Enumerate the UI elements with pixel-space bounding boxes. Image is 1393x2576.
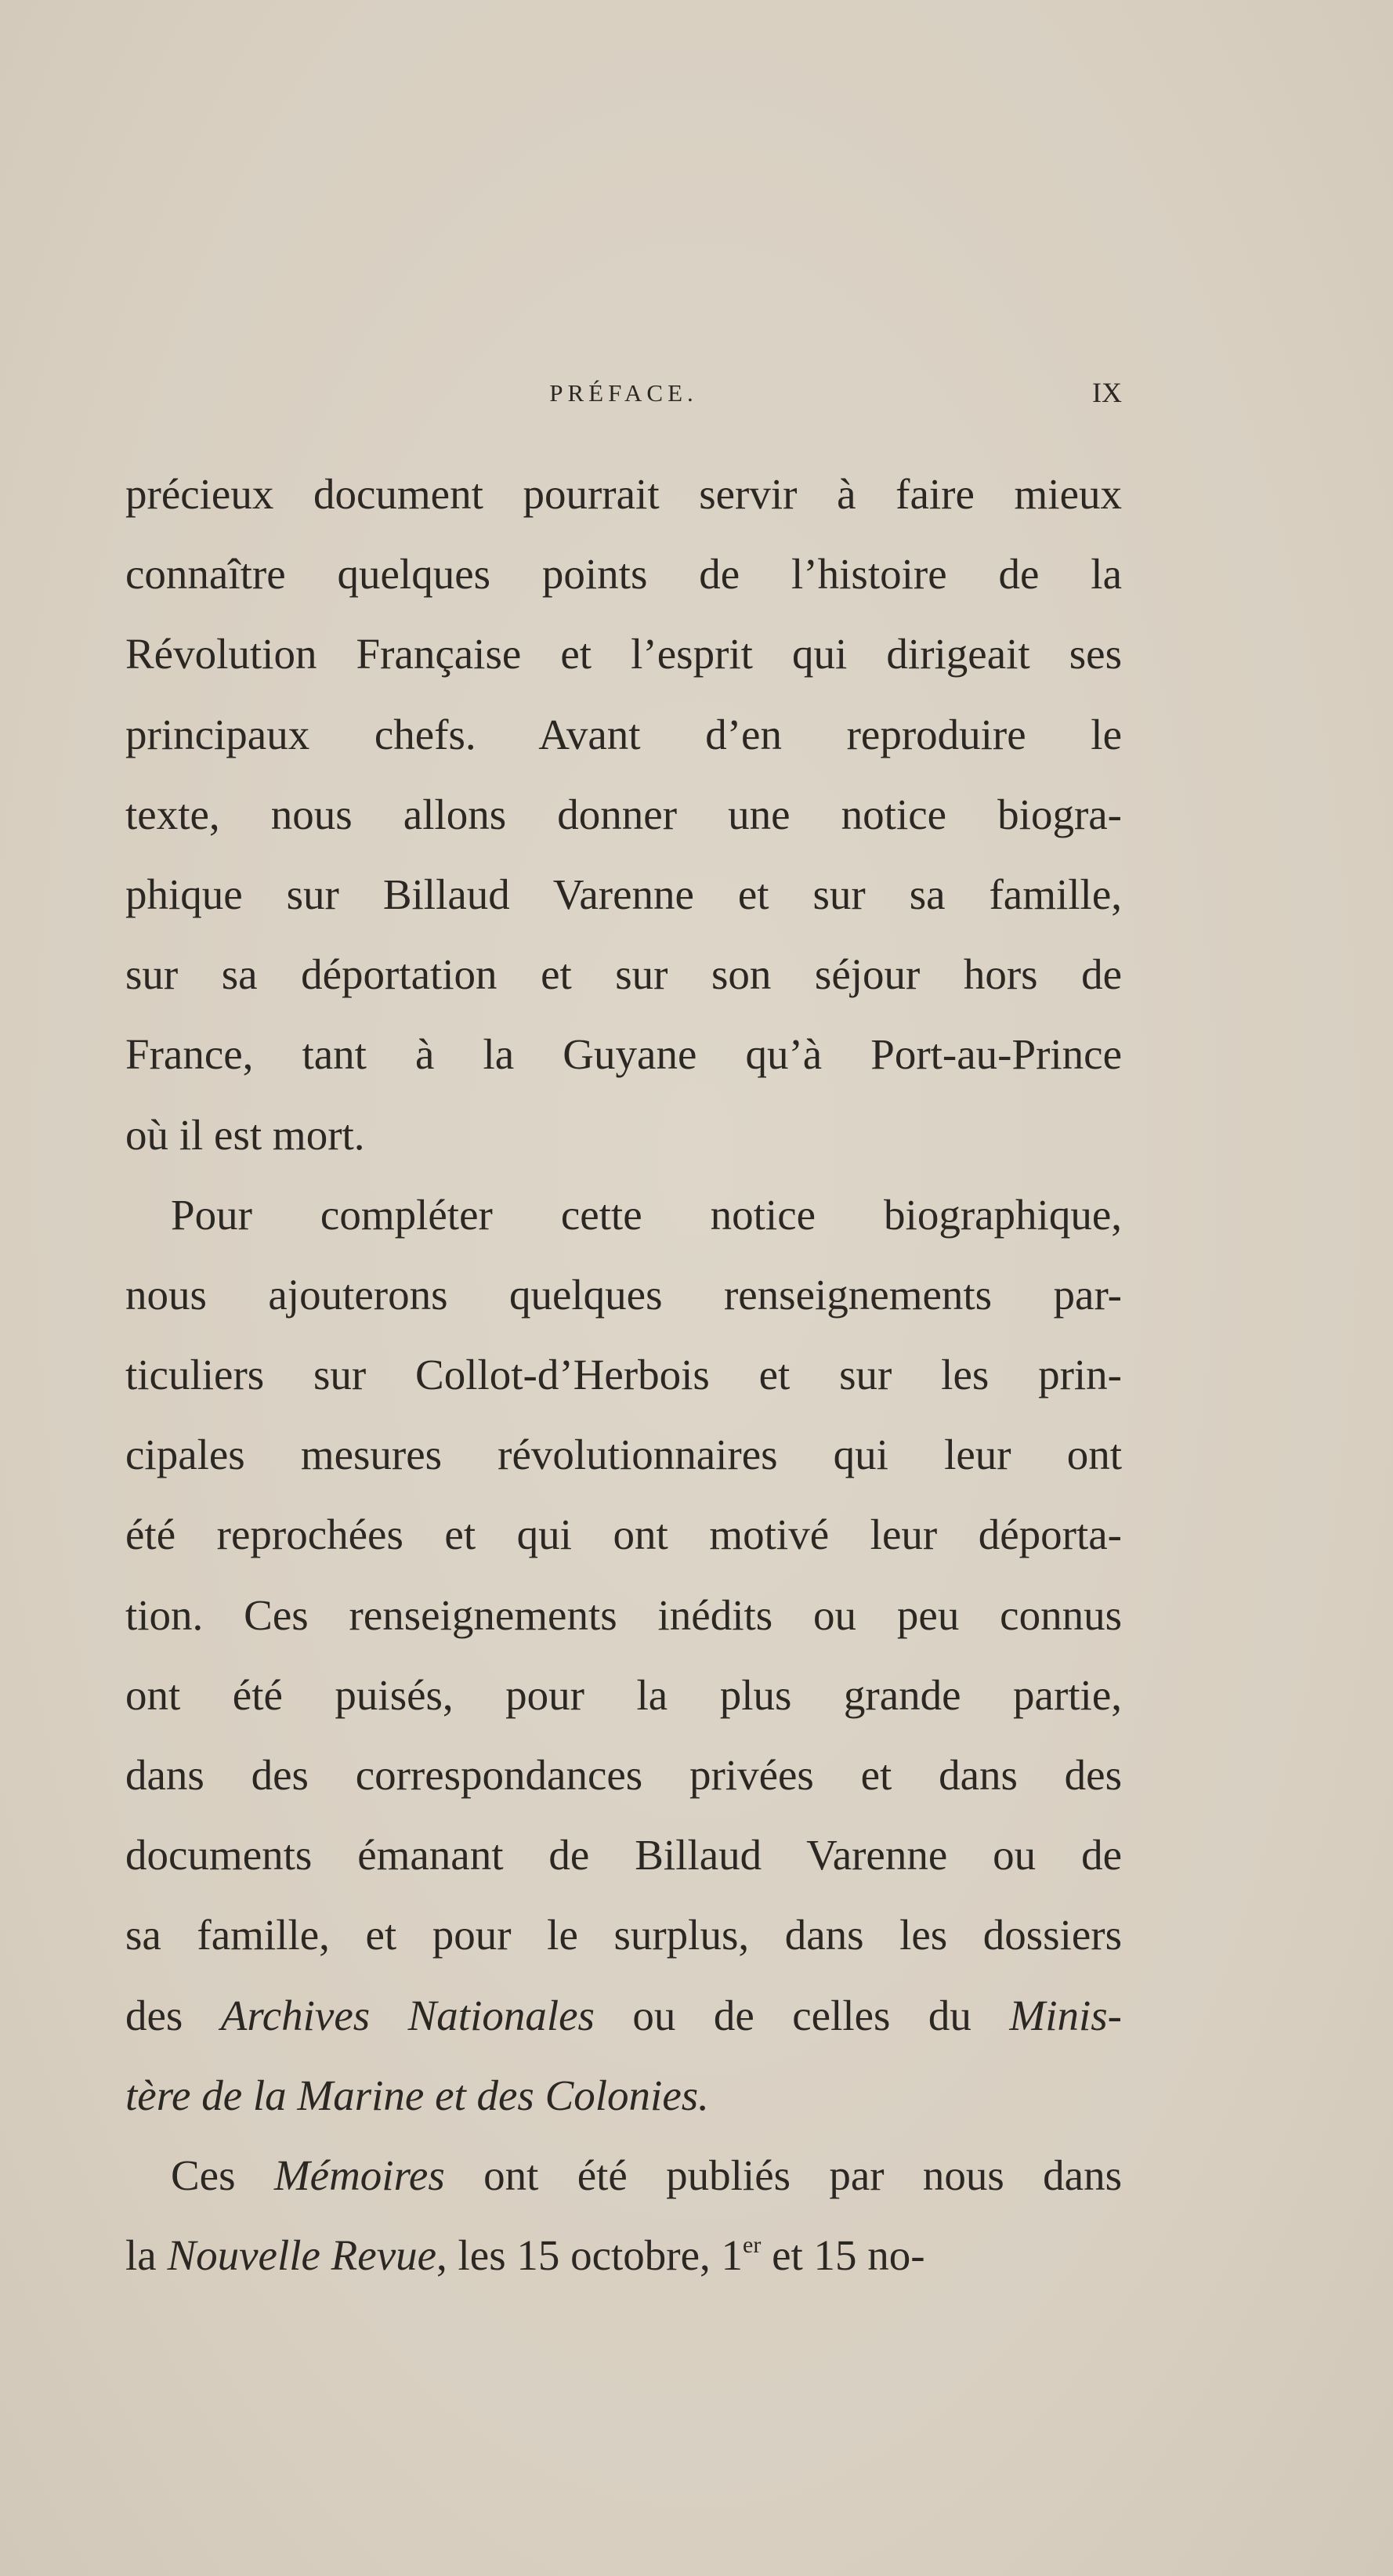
text-segment: où il est mort. bbox=[125, 1110, 365, 1159]
text-line-content bbox=[125, 1103, 1122, 1167]
text-line bbox=[125, 1103, 1122, 1183]
text-segment: ticuliers sur Collot-d’Herbois et sur les prin- bbox=[125, 1351, 1122, 1399]
text-segment: nous ajouterons quelques renseignements par- bbox=[125, 1270, 1122, 1319]
text-line-content bbox=[125, 1343, 1122, 1407]
italic-text: Nouvelle Revue bbox=[167, 2231, 437, 2280]
text-line bbox=[125, 863, 1122, 942]
text-line bbox=[125, 1583, 1122, 1663]
text-segment: tion. Ces renseignements inédits ou peu connus bbox=[125, 1590, 1122, 1639]
text-line bbox=[125, 1503, 1122, 1583]
text-segment: texte, nous allons donner une notice biogra- bbox=[125, 790, 1122, 838]
italic-text: Minis- bbox=[1009, 1991, 1122, 2039]
text-segment: la bbox=[125, 2231, 168, 2280]
text-line bbox=[125, 1263, 1122, 1343]
text-line-content bbox=[125, 2223, 1122, 2288]
text-line-content bbox=[125, 1903, 1122, 1967]
italic-text: tère de la Marine et des Colonies. bbox=[125, 2071, 709, 2119]
text-segment: ont été puisés, pour la plus grande partie, bbox=[125, 1670, 1122, 1719]
text-line bbox=[125, 2144, 1122, 2223]
body-text bbox=[125, 462, 1122, 2303]
text-line-content bbox=[125, 1022, 1122, 1087]
running-head bbox=[125, 374, 1122, 414]
text-line-content bbox=[125, 863, 1122, 927]
text-segment: ou de celles du bbox=[594, 1991, 1010, 2039]
text-line-content bbox=[125, 462, 1122, 526]
text-line bbox=[125, 542, 1122, 622]
text-segment: ont été publiés par nous dans bbox=[444, 2151, 1122, 2199]
text-line bbox=[125, 1022, 1122, 1102]
text-line-content bbox=[125, 1183, 1122, 1247]
text-segment: connaître quelques points de l’histoire de la bbox=[125, 550, 1122, 599]
text-segment: et 15 no- bbox=[761, 2231, 925, 2280]
text-line-content bbox=[125, 783, 1122, 847]
text-line bbox=[125, 1663, 1122, 1743]
text-segment: phique sur Billaud Varenne et sur sa famille, bbox=[125, 870, 1122, 918]
running-head-title: PRÉFACE. bbox=[549, 379, 698, 407]
text-line-content bbox=[125, 703, 1122, 767]
text-line-content bbox=[125, 1583, 1122, 1648]
text-line bbox=[125, 1984, 1122, 2064]
text-segment: , les 15 octobre, 1 bbox=[436, 2231, 744, 2280]
text-line bbox=[125, 942, 1122, 1022]
text-line-content bbox=[125, 1984, 1122, 2048]
text-line-content bbox=[125, 1663, 1122, 1728]
text-segment: documents émanant de Billaud Varenne ou de bbox=[125, 1831, 1122, 1880]
text-line bbox=[125, 462, 1122, 542]
text-line-content bbox=[125, 2064, 1122, 2128]
text-line-content bbox=[125, 2144, 1122, 2208]
text-line bbox=[125, 783, 1122, 863]
text-segment: Pour compléter cette notice biographique, bbox=[171, 1190, 1122, 1239]
text-line bbox=[125, 1343, 1122, 1423]
text-segment: cipales mesures révolutionnaires qui leur ont bbox=[125, 1431, 1122, 1479]
text-line bbox=[125, 1183, 1122, 1263]
text-segment: dans des correspondances privées et dans des bbox=[125, 1751, 1122, 1799]
text-segment: Ces bbox=[171, 2151, 274, 2199]
text-line bbox=[125, 703, 1122, 783]
text-line bbox=[125, 2064, 1122, 2144]
text-segment: précieux document pourrait servir à faire mieux bbox=[125, 470, 1122, 518]
text-line-content bbox=[125, 942, 1122, 1007]
superscript-text: er bbox=[743, 2232, 762, 2259]
text-line bbox=[125, 1823, 1122, 1903]
text-segment: des bbox=[125, 1991, 221, 2039]
text-segment: France, tant à la Guyane qu’à Port-au-Prince bbox=[125, 1030, 1122, 1079]
text-line bbox=[125, 622, 1122, 702]
text-segment: sa famille, et pour le surplus, dans les dossiers bbox=[125, 1911, 1122, 1959]
italic-text: Archives Nationales bbox=[220, 1991, 595, 2039]
text-line bbox=[125, 1743, 1122, 1823]
text-line-content bbox=[125, 622, 1122, 686]
text-line-content bbox=[125, 1263, 1122, 1327]
text-line-content bbox=[125, 1743, 1122, 1807]
text-segment: été reprochées et qui ont motivé leur déporta- bbox=[125, 1511, 1122, 1559]
text-line bbox=[125, 1423, 1122, 1503]
text-line bbox=[125, 1903, 1122, 1983]
text-line-content bbox=[125, 1823, 1122, 1887]
page-number: IX bbox=[1092, 377, 1122, 408]
text-line-content bbox=[125, 542, 1122, 606]
text-segment: Révolution Française et l’esprit qui dirigeait ses bbox=[125, 630, 1122, 678]
text-line bbox=[125, 2223, 1122, 2303]
text-segment: sur sa déportation et sur son séjour hors de bbox=[125, 950, 1122, 999]
text-line-content bbox=[125, 1423, 1122, 1487]
text-line-content bbox=[125, 1503, 1122, 1567]
text-segment: principaux chefs. Avant d’en reproduire le bbox=[125, 710, 1122, 758]
italic-text: Mémoires bbox=[273, 2151, 445, 2199]
